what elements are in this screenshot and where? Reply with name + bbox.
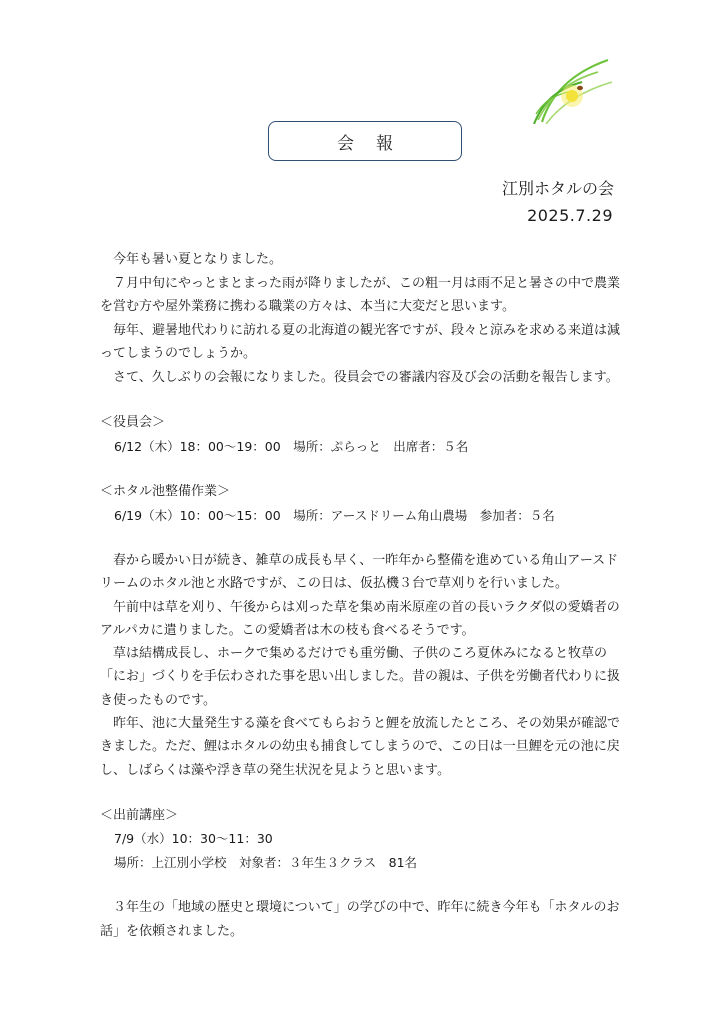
section-heading-outreach-lecture: ＜出前講座＞ xyxy=(100,807,179,823)
outreach-lecture-time: 7/9（水）10：30〜11：30 xyxy=(114,831,273,847)
intro-paragraph: さて、久しぶりの会報になりました。役員会での審議内容及び会の活動を報告します。 xyxy=(113,369,619,385)
section-heading-board-meeting: ＜役員会＞ xyxy=(100,415,166,430)
intro-paragraph: ７月中旬にやっとまとまった雨が降りましたが、この粗一月は雨不足と暑さの中で農業を営む方や屋外業務に携わる職業の方々は、本当に大変だと思います。 xyxy=(100,275,621,314)
firefly-grass-logo xyxy=(528,52,614,124)
pond-maintenance-paragraph: 午前中は草を刈り、午後からは刈った草を集め南米原産の首の長いラクダ似の愛嬌者のアルパカに遣りました。この愛嬌者は木の枝も食べるそうです。 xyxy=(100,599,620,638)
organization-name: 江別ホタルの会 xyxy=(501,179,614,198)
intro-paragraph: 今年も暑い夏となりました。 xyxy=(113,252,283,267)
pond-maintenance-paragraph: 草は結構成長し、ホークで集めるだけでも重労働、子供のころ夏休みになると牧草の「にお」づくりを手伝わされた事を思い出しました。昔の親は、子供を労働者代わりに扱き使ったものです。 xyxy=(100,646,621,708)
newsletter-body xyxy=(100,248,624,943)
section-heading-pond-maintenance: ＜ホタル池整備作業＞ xyxy=(100,484,231,499)
pond-maintenance-paragraph: 春から暖かい日が続き、雑草の成長も早く、一昨年から整備を進めている角山アースドリームのホタル池と水路ですが、この日は、仮払機３台で草刈りを行いました。 xyxy=(100,553,619,592)
outreach-lecture-place: 場所：上江別小学校 対象者：３年生３クラス 81名 xyxy=(114,854,418,870)
pond-maintenance-paragraph: 昨年、池に大量発生する藻を食べてもらおうと鯉を放流したところ、その効果が確認できました。ただ、鯉はホタルの幼虫も捕食してしまうので、この日は一旦鯉を元の池に戻し、しばらくは藻や浮き草の発生状況を見ようと思います。 xyxy=(100,716,621,778)
intro-paragraph: 毎年、避暑地代わりに訪れる夏の北海道の観光客ですが、段々と涼みを求める来道は減ってしまうのでしょうか。 xyxy=(100,322,621,361)
newsletter-title: 会報 xyxy=(268,121,462,161)
pond-maintenance-details: 6/19（木）10：00〜15：00 場所：アースドリーム角山農場 参加者：５名 xyxy=(114,507,555,523)
board-meeting-details: 6/12（木）18：00〜19：00 場所：ぷらっと 出席者：５名 xyxy=(114,438,469,454)
outreach-lecture-paragraph: ３年生の「地域の歴史と環境について」の学びの中で、昨年に続き今年も「ホタルのお話」を依頼されました。 xyxy=(100,900,620,939)
issue-date: 2025.7.29 xyxy=(527,206,613,225)
